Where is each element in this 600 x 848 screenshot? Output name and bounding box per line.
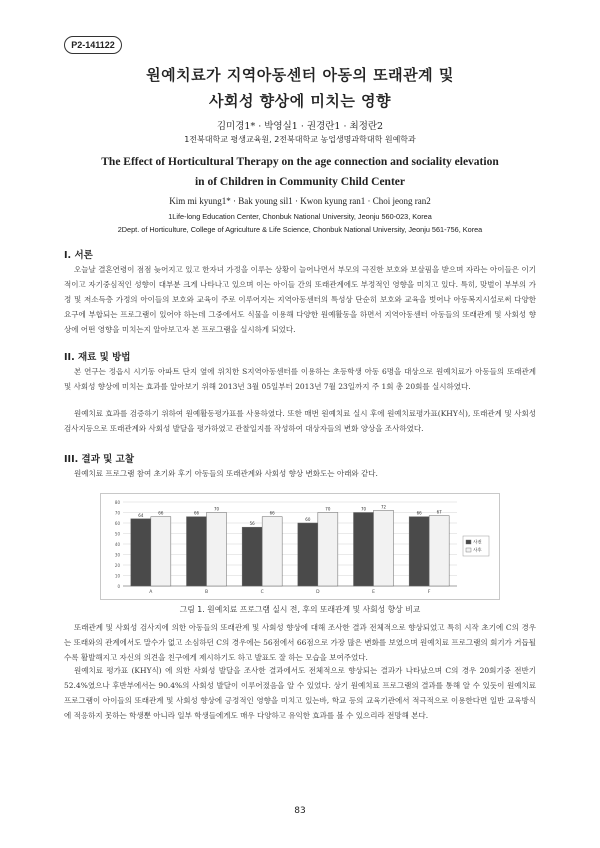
bar-post <box>318 513 338 587</box>
bar-value-label: 66 <box>193 510 200 516</box>
y-tick-label: 80 <box>114 500 120 505</box>
figure-1-bar-chart <box>100 493 500 600</box>
results-paragraph-3: 원예치료 평가표 (KHY식) 에 의한 사회성 발달을 조사한 결과에서도 전체적으로 향상되는 결과가 나타났으며 C의 경우 20회기중 전반기 52.4%였으나 후반부에서는 90.4%의 사회성 발달이 이루어졌음을 알 수 있었다. 상기 원예치료 프로그램의 결과를 통해 알 수 있듯이 원예치료 프로그램이 아이들의 또래관계 및 사회성 향상에 긍정적인 영향을 미치고 있는바, 학교 등의 교육기관에서 적극적으로 이용한다면 일반 교육방식에 적응하지 못하는 학생뿐 아니라 일부 학생들에게도 매우 다양하고 유익한 효과를 볼 수 있으리라 전망해 본다. <box>64 666 536 720</box>
bar-pre <box>242 527 262 586</box>
bar-value-label: 72 <box>380 504 387 510</box>
legend-label: 사후 <box>473 548 482 554</box>
bar-value-label: 60 <box>305 517 311 522</box>
legend-label: 사전 <box>473 540 482 546</box>
bar-value-label: 64 <box>138 512 144 518</box>
bar-value-label: 66 <box>416 510 422 516</box>
y-tick-label: 0 <box>117 584 120 589</box>
y-tick-label: 40 <box>114 542 120 547</box>
bar-pre <box>354 513 374 587</box>
authors-english: Kim mi kyung1* · Bak young sil1 · Kwon kyung ran1 · Choi jeong ran2 <box>169 196 431 206</box>
bar-post <box>151 517 171 586</box>
bar-value-label: 56 <box>249 521 255 527</box>
y-tick-label: 70 <box>114 510 120 516</box>
methods-paragraph-1: 본 연구는 정읍시 시기동 아파트 단지 옆에 위치한 S지역아동센터를 이용하는 초등학생 아동 6명을 대상으로 원예치료가 아동들의 또래관계 및 사회성 향상에 미치는 효과를 알아보기 위해 2013년 3월 05일부터 2013년 7월 23일까지 주 1회 총 20회를 실시하였다. <box>64 367 536 391</box>
bar-post <box>262 517 282 586</box>
paper-id-badge: P2-141122 <box>64 36 122 54</box>
results-paragraph-2: 또래관계 및 사회성 검사지에 의한 아동들의 또래관계 및 사회성 향상에 대해 조사한 결과 전체적으로 향상되었고 특히 시작 초기에 C의 경우는 또래와의 관계에서도 말수가 없고 소심하던 C의 경우에는 56점에서 66점으로 가장 많은 변화를 보였으며 원예치료 프로그램의 회기가 거듭될수록 활발해지고 자신의 의견을 친구에게 제시하기도 하고 발표도 잘 하는 모습을 보여주었다. <box>64 623 536 662</box>
bar-value-label: 67 <box>436 509 442 515</box>
x-tick-label: E <box>372 590 375 595</box>
x-tick-label: C <box>260 590 264 595</box>
bar-value-label: 66 <box>158 510 164 516</box>
affiliations-korean: 1전북대학교 평생교육원, 2전북대학교 농업생명과학대학 원예학과 <box>184 135 416 144</box>
section-heading-results: III. 결과 및 고찰 <box>64 454 135 465</box>
x-tick-label: A <box>149 590 153 595</box>
x-tick-label: F <box>427 590 431 595</box>
bar-pre <box>409 517 429 586</box>
y-tick-label: 60 <box>114 521 120 526</box>
page-number: 83 <box>294 806 306 816</box>
figure-caption: 그림 1. 원예치료 프로그램 실시 전, 후의 또래관계 및 사회성 향상 비교 <box>179 605 421 614</box>
methods-paragraph-2: 원예치료 효과를 검증하기 위하여 원예활동평가표를 사용하였다. 또한 매번 원예치료 실시 후에 원예치료평가표(KHY식), 또래관계 및 사회성 검사지등으로 또래관계와 사회성 발달을 평가하였고 관찰일지를 작성하여 대상자들의 변화 양상을 조사하였다. <box>64 409 536 433</box>
paper-title-english-line2: in of Children in Community Child Center <box>194 176 405 188</box>
bar-pre <box>298 523 318 586</box>
results-paragraph-1: 원예치료 프로그램 참여 초기와 후기 아동들의 또래관계와 사회성 향상 변화도는 아래와 같다. <box>74 469 378 478</box>
y-tick-label: 30 <box>114 552 120 558</box>
y-tick-label: 20 <box>114 563 120 568</box>
legend-swatch <box>466 548 471 552</box>
bar-post <box>374 510 394 586</box>
x-tick-label: B <box>204 590 209 595</box>
bar-post <box>429 516 449 586</box>
chart-svg <box>101 494 499 599</box>
bar-value-label: 70 <box>213 506 220 512</box>
paper-title-korean-line2: 사회성 향상에 미치는 영향 <box>208 92 392 110</box>
bar-value-label: 70 <box>325 506 331 512</box>
bar-pre <box>187 517 207 586</box>
section-heading-introduction: I. 서론 <box>64 250 93 261</box>
bar-post <box>207 513 227 587</box>
y-tick-label: 10 <box>114 573 120 579</box>
paper-title-english-line1: The Effect of Horticultural Therapy on the age connection and sociality elevation <box>101 156 499 168</box>
bar-value-label: 66 <box>269 510 275 516</box>
section-heading-methods: II. 재료 및 방법 <box>64 352 131 363</box>
legend-swatch <box>466 540 471 544</box>
affiliation-english-1: 1Life-long Education Center, Chonbuk National University, Jeonju 560-023, Korea <box>168 212 432 221</box>
bar-pre <box>131 519 151 586</box>
affiliation-english-2: 2Dept. of Horticulture, College of Agriculture & Life Science, Chonbuk National University, Jeonju 561-756, Korea <box>117 225 483 234</box>
bar-value-label: 70 <box>360 506 367 512</box>
paper-title-korean-line1: 원예치료가 지역아동센터 아동의 또래관계 및 <box>146 66 454 84</box>
x-tick-label: D <box>316 590 320 595</box>
y-tick-label: 50 <box>114 531 120 537</box>
authors-korean: 김미경1* · 박영실1 · 권경란1 · 최정란2 <box>216 121 384 132</box>
introduction-paragraph: 오늘날 결혼연령이 점점 늦어지고 있고 한자녀 가정을 이루는 상황이 늘어나면서 부모의 극진한 보호와 보살핌을 받으며 자라는 아이들은 이기적이고 자기중심적인 성향이 대부분 크게 나타나고 있으며 이는 아이들 간의 또래관계에도 부정적인 영향을 미치고 있다. 특히, 맞벌이 부부의 가정 및 저소득층 가정의 아이들의 보호와 교육이 주로 이루어지는 지역아동센터의 특성상 단순히 보호와 교육을 벗어나 아동복지시설로써 다양한 요구에 부합되는 프로그램이 있어야 하는데 그중에서도 식물을 이용해 다양한 원예활동을 하면서 지역아동센터 아동들의 또래관계 및 사회성 향상에 어떤 영향을 미치는지 알아보고자 본 프로그램을 실시하게 되었다. <box>64 265 536 334</box>
